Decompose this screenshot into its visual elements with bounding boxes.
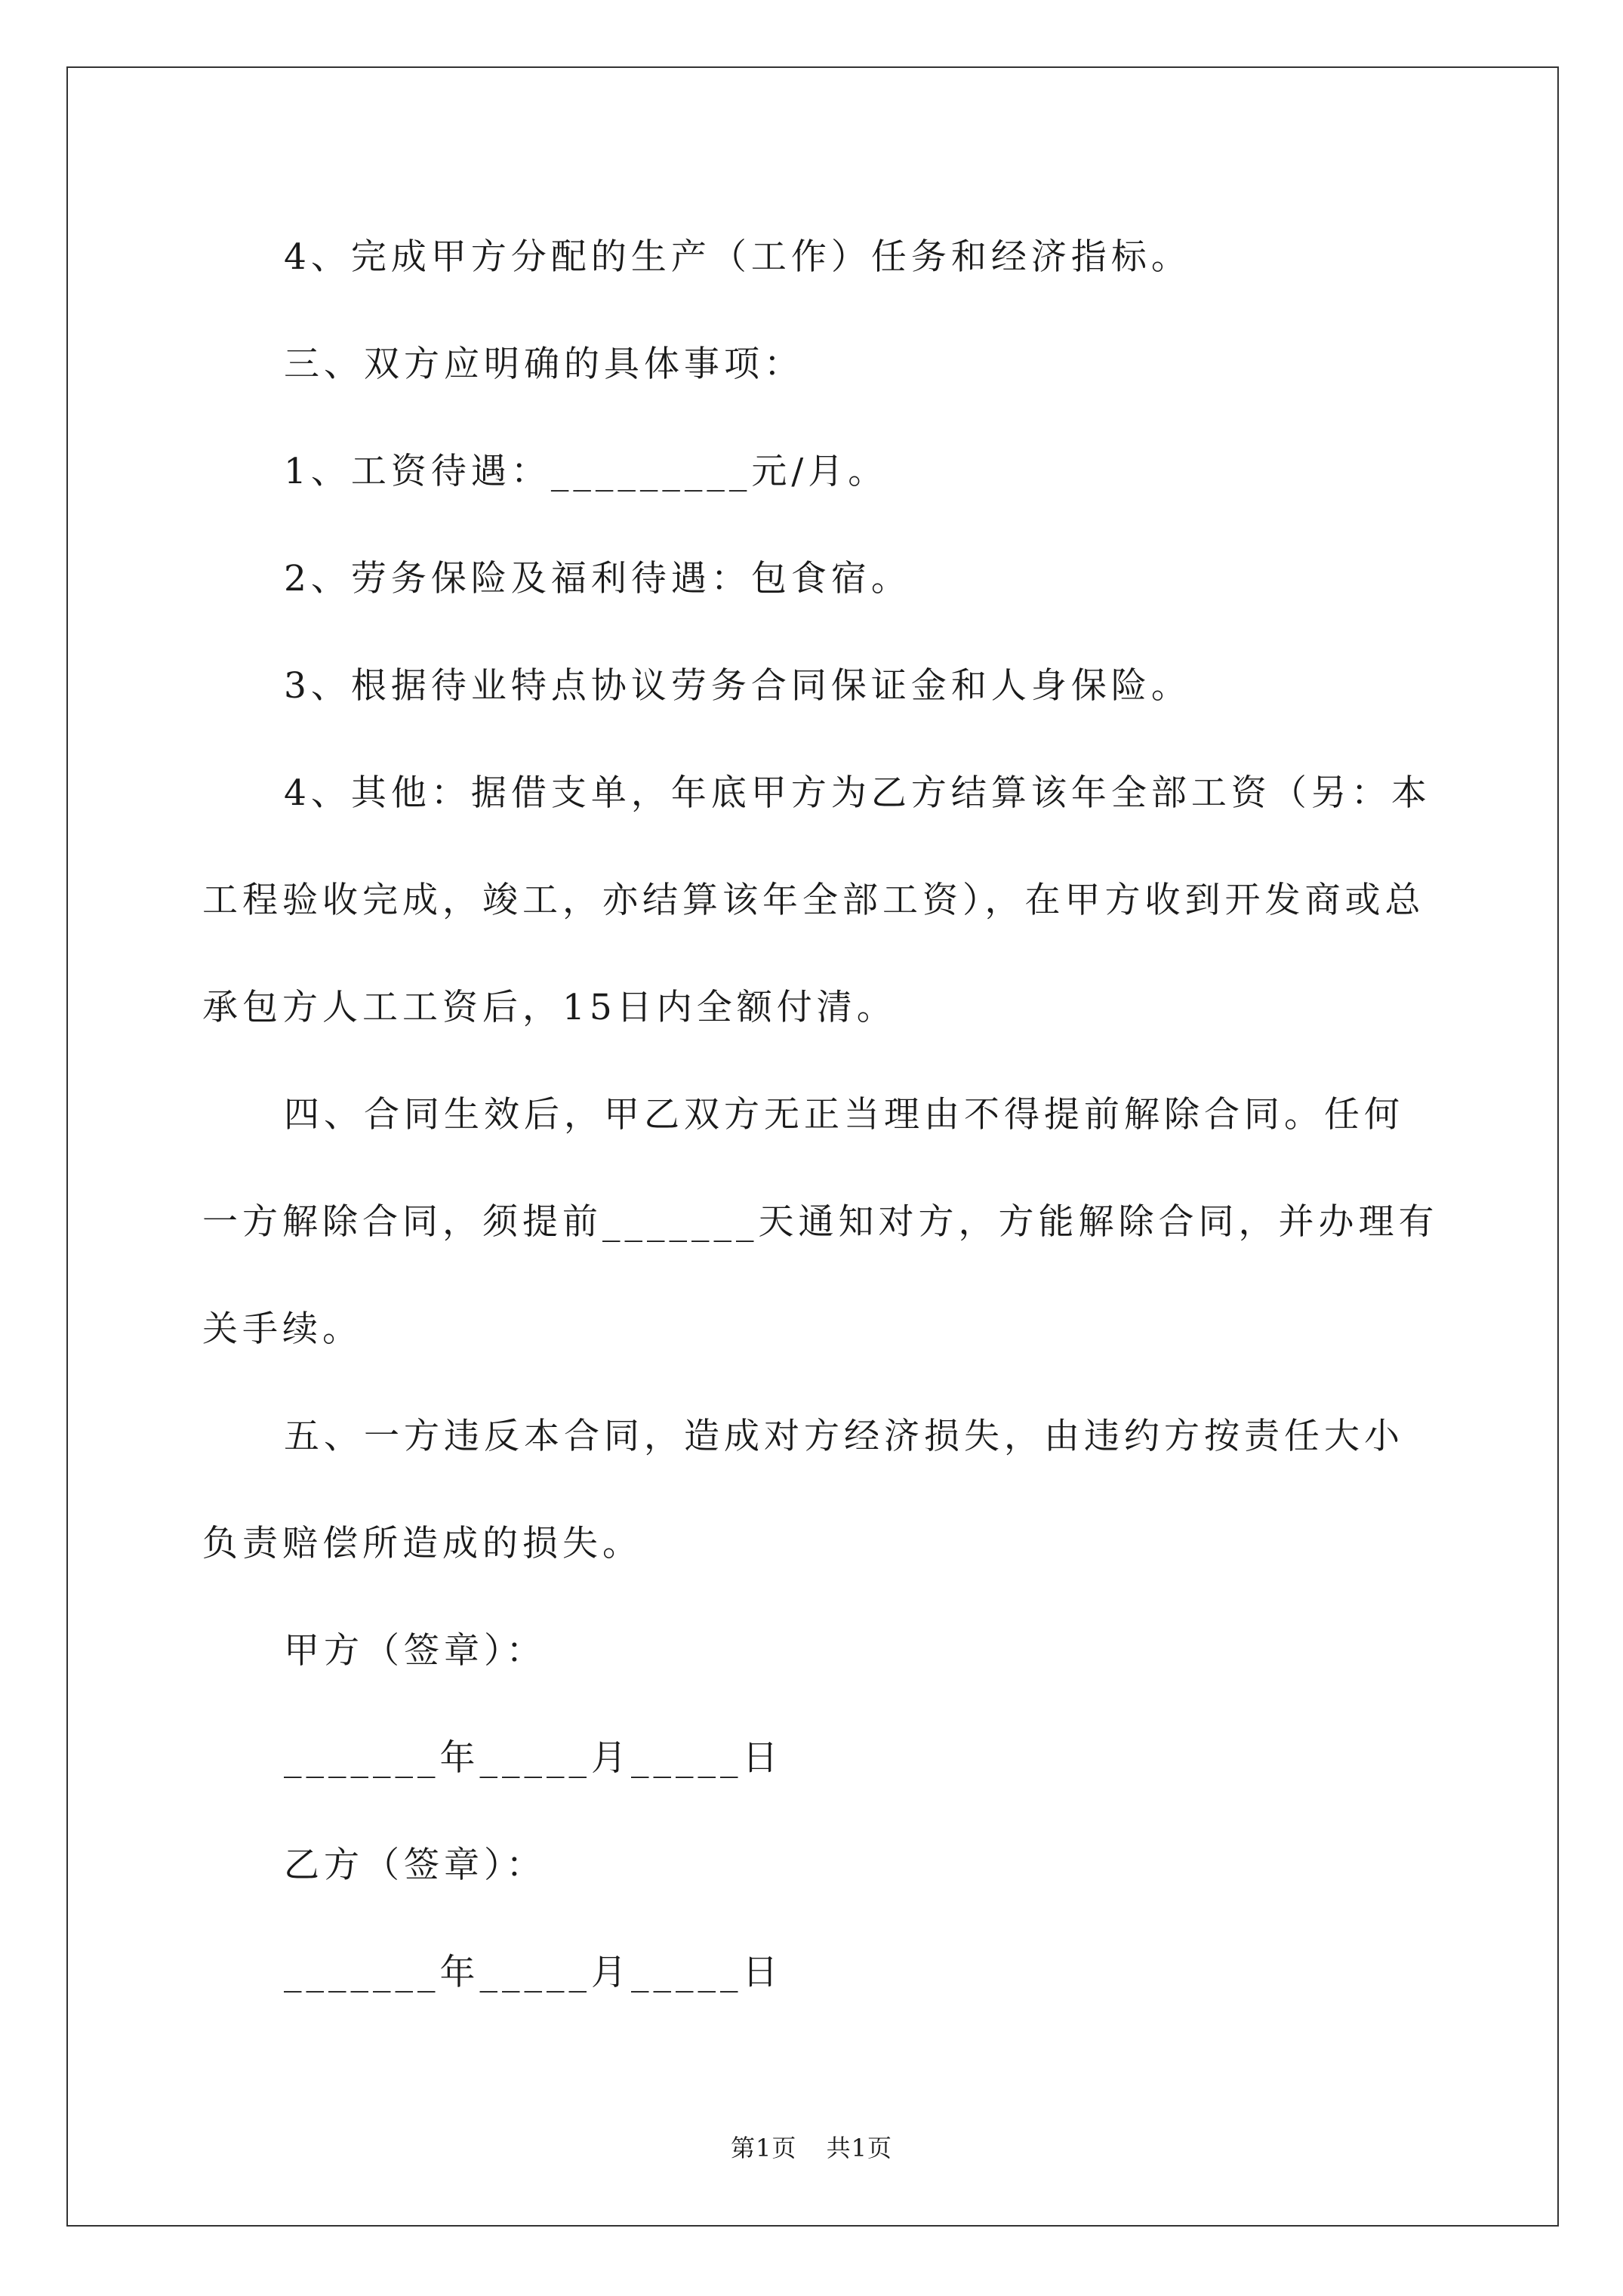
paragraph-section-3: 三、双方应明确的具体事项： (284, 344, 804, 385)
paragraph-item-1-salary: 1、工资待遇：_________元/月。 (284, 451, 888, 492)
paragraph-section-5: 五、一方违反本合同，造成对方经济损失，由违约方按责任大小负责赔偿所造成的损失。 (202, 1416, 1404, 1564)
page-total: 共1页 (826, 2134, 892, 2162)
party-b-signature-label: 乙方（签章）： (284, 1845, 547, 1886)
party-a-signature-label: 甲方（签章）： (284, 1630, 547, 1672)
party-b-date-line: _______年_____月_____日 (284, 1952, 783, 1993)
paragraph-item-2-insurance: 2、劳务保险及福利待遇：包食宿。 (284, 558, 911, 599)
page-footer (0, 2129, 1623, 2164)
paragraph-item-4-other: 4、其他：据借支单，年底甲方为乙方结算该年全部工资（另：本工程验收完成，竣工，亦结算该年全部工资），在甲方收到开发商或总承包方人工工资后，15日内全额付清。 (202, 772, 1431, 1028)
party-a-date-line: _______年_____月_____日 (284, 1737, 783, 1779)
paragraph-item-3-deposit: 3、根据待业特点协议劳务合同保证金和人身保险。 (284, 665, 1191, 707)
paragraph-section-4: 四、合同生效后，甲乙双方无正当理由不得提前解除合同。任何一方解除合同，须提前_______天通知对方，方能解除合同，并办理有关手续。 (202, 1094, 1439, 1350)
page-number: 第1页 (731, 2134, 797, 2162)
paragraph-item-4-duties: 4、完成甲方分配的生产（工作）任务和经济指标。 (284, 236, 1191, 278)
